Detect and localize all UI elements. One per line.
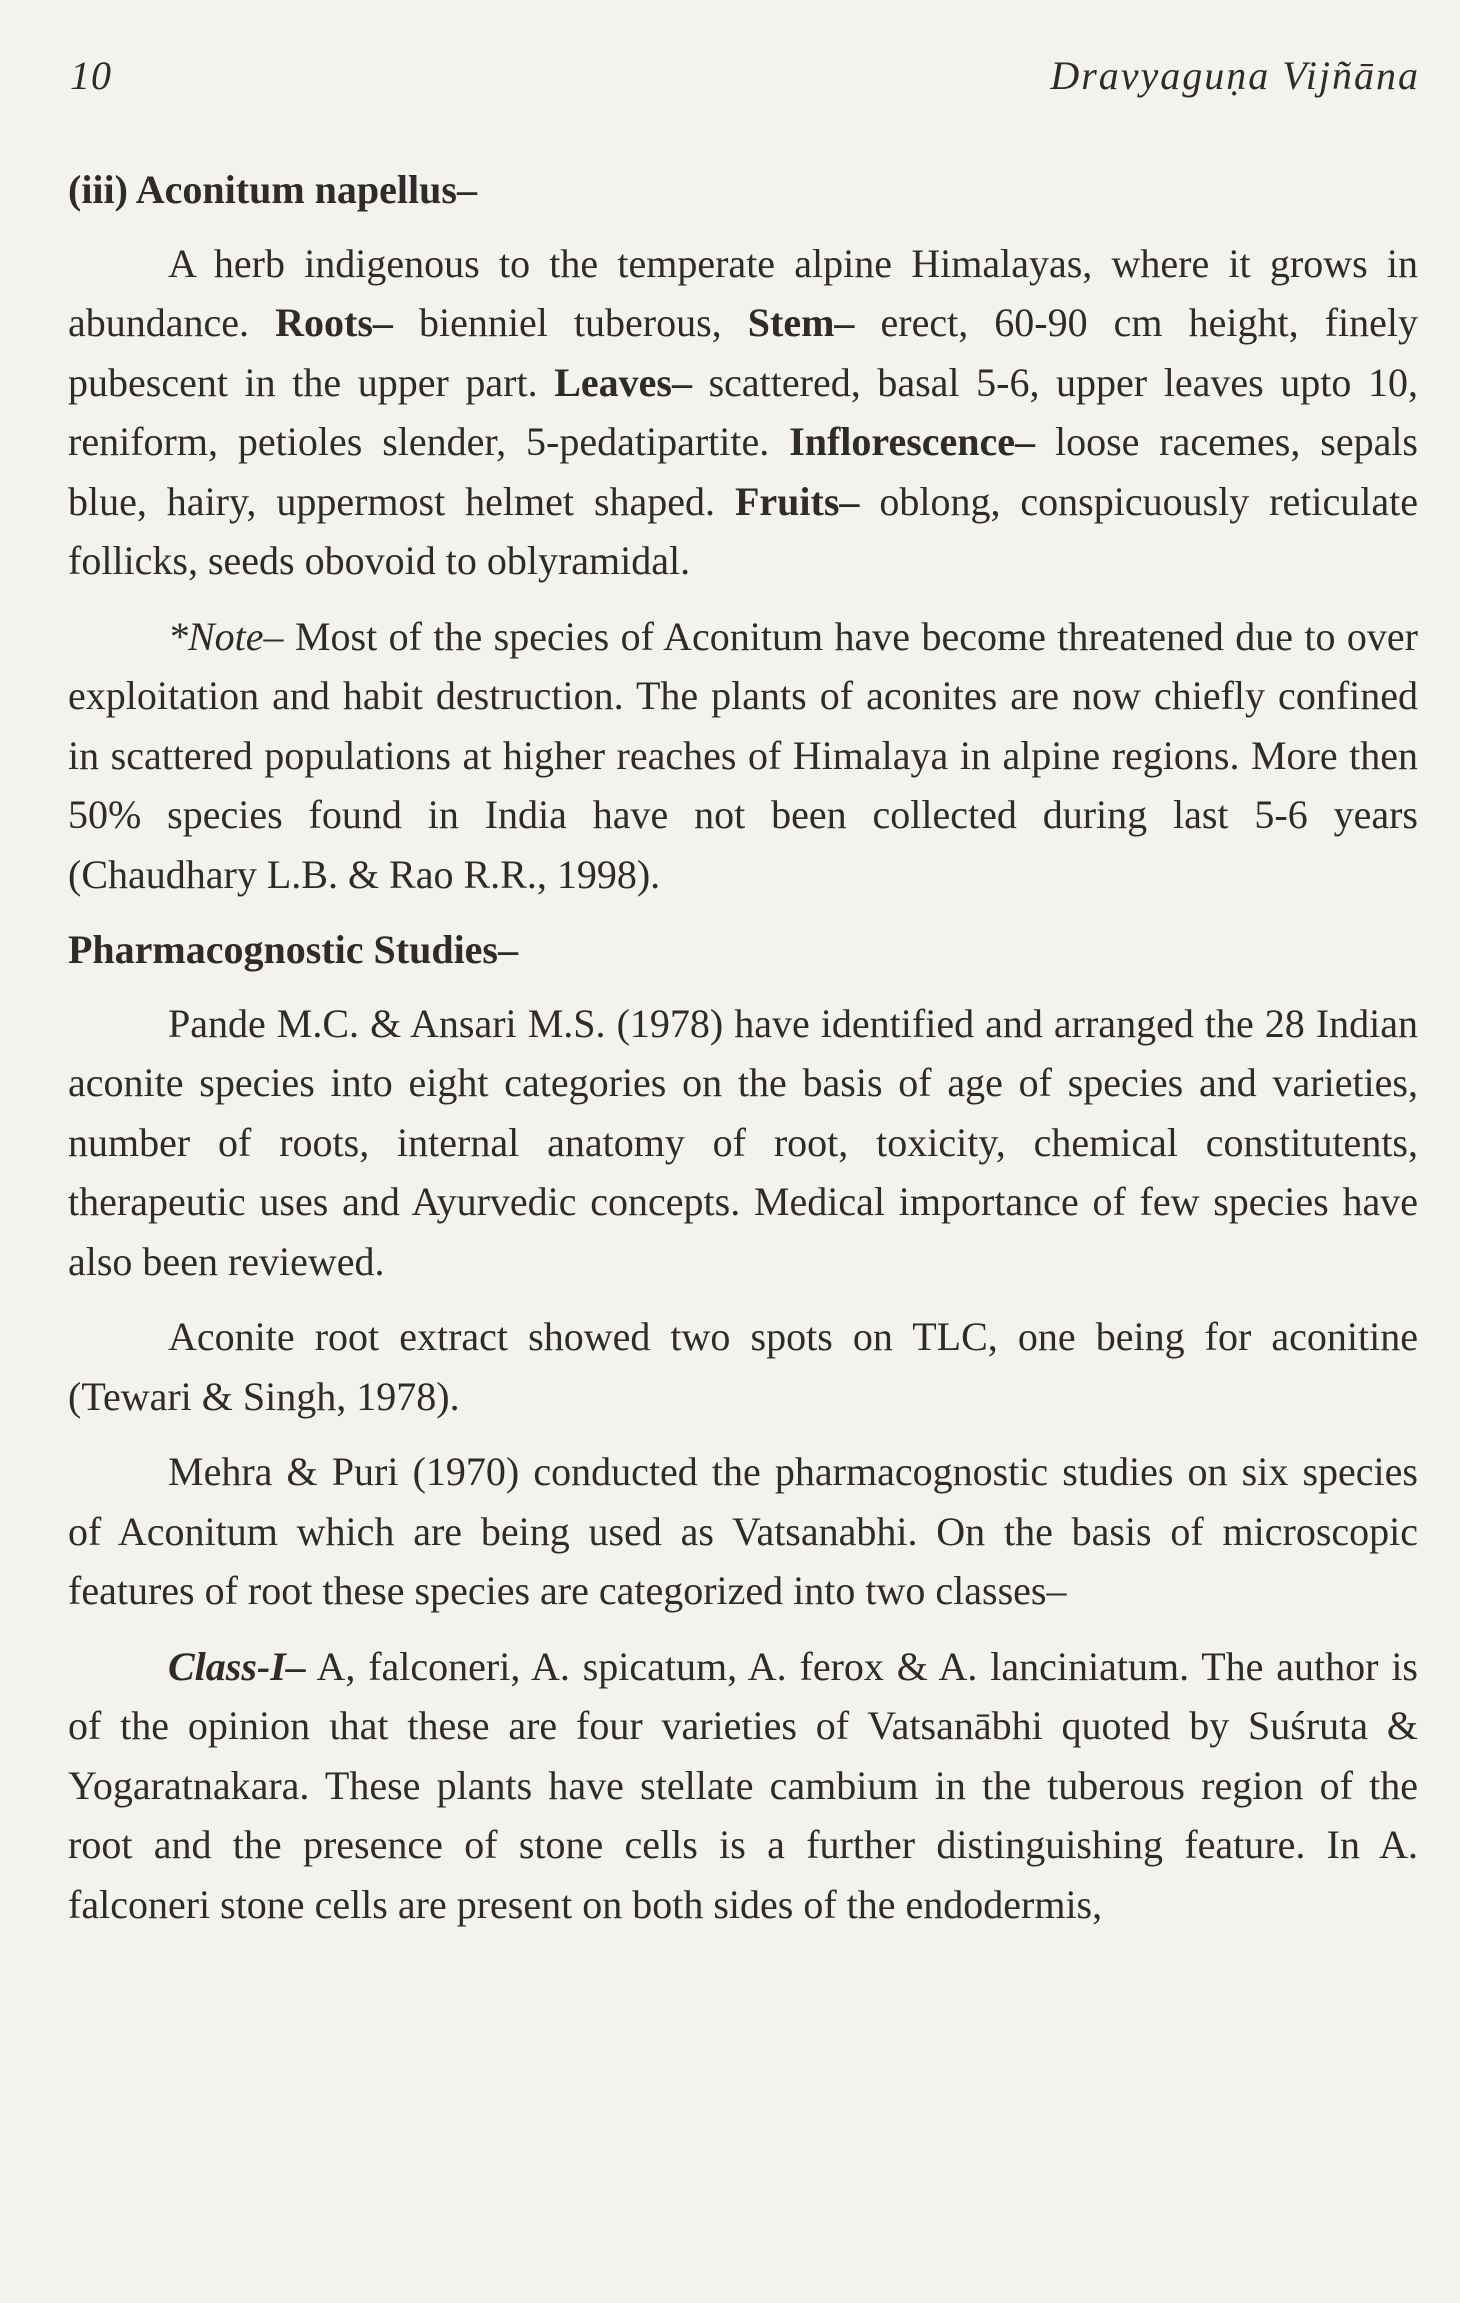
- paragraph-mehra-puri: Mehra & Puri (1970) conducted the pharmacognostic studies on six species of Aconitum which are being used as Vatsanabhi. On the basis of microscopic features of root these species are categorized into two classes–: [68, 1449, 1418, 1613]
- note-paragraph: [68, 607, 1418, 905]
- description-paragraph: [68, 234, 1418, 591]
- book-title: Dravyaguṇa Vijñāna: [1050, 53, 1420, 98]
- page-body: [68, 160, 1418, 1950]
- description-text-2: bienniel tuberous,: [392, 300, 748, 345]
- label-inflorescence: Inflorescence–: [789, 419, 1036, 464]
- label-stem: Stem–: [747, 300, 855, 345]
- class-one-label: Class-I–: [168, 1643, 306, 1689]
- running-header: [70, 52, 1420, 102]
- page-number: 10: [70, 53, 112, 98]
- paragraph-tlc: Aconite root extract showed two spots on TLC, one being for aconitine (Tewari & Singh, 1978).: [68, 1314, 1418, 1419]
- paragraph-pande-ansari: Pande M.C. & Ansari M.S. (1978) have identified and arranged the 28 Indian aconite species into eight categories on the basis of age of species and varieties, number of roots, internal anatomy of root, toxicity, chemical constitutents, therapeutic uses and Ayurvedic concepts. Medical importance of few species have also been reviewed.: [68, 1000, 1418, 1284]
- description-text-3: erect, 60-90 cm height, finely pubescent in the upper part.: [68, 300, 1419, 405]
- section-heading-aconitum-napellus: (iii) Aconitum napellus–: [68, 167, 477, 212]
- label-fruits: Fruits–: [734, 478, 860, 524]
- description-text-4: scattered, basal 5-6, upper leaves upto 10, reniform, petioles slender, 5-pedatipartite.: [68, 359, 1418, 464]
- label-leaves: Leaves–: [554, 359, 692, 405]
- note-text: Most of the species of Aconitum have become threatened due to over exploitation and habit destruction. The plants of aconites are now chiefly confined in scattered populations at higher reaches of Himalaya in alpine regions. More then 50% species found in India have not been collected during last 5-6 years (Chaudhary L.B. & Rao R.R., 1998).: [68, 613, 1418, 897]
- description-text-5: loose racemes, sepals blue, hairy, uppermost helmet shaped.: [68, 419, 1418, 524]
- class-one-text: A, falconeri, A. spicatum, A. ferox & A. lanciniatum. The author is of the opinion ιhat these are four varieties of Vatsanābhi quoted by Suśruta & Yogaratnakara. These plants have stellate cambium in the tuberous region of the root and the presence of stone cells is a further distinguishing feature. In A. falconeri stone cells are present on both sides of the endodermis,: [68, 1643, 1418, 1927]
- description-text-1: A herb indigenous to the temperate alpine Himalayas, where it grows in abundance.: [68, 240, 1418, 345]
- label-roots: Roots–: [275, 300, 393, 345]
- section-heading-pharmacognostic-studies: Pharmacognostic Studies–: [68, 927, 518, 972]
- note-label: *Note–: [168, 613, 284, 659]
- description-text-6: oblong, conspicuously reticulate follicks, seeds obovoid to oblyramidal.: [68, 478, 1418, 583]
- paragraph-class-one: [68, 1637, 1418, 1935]
